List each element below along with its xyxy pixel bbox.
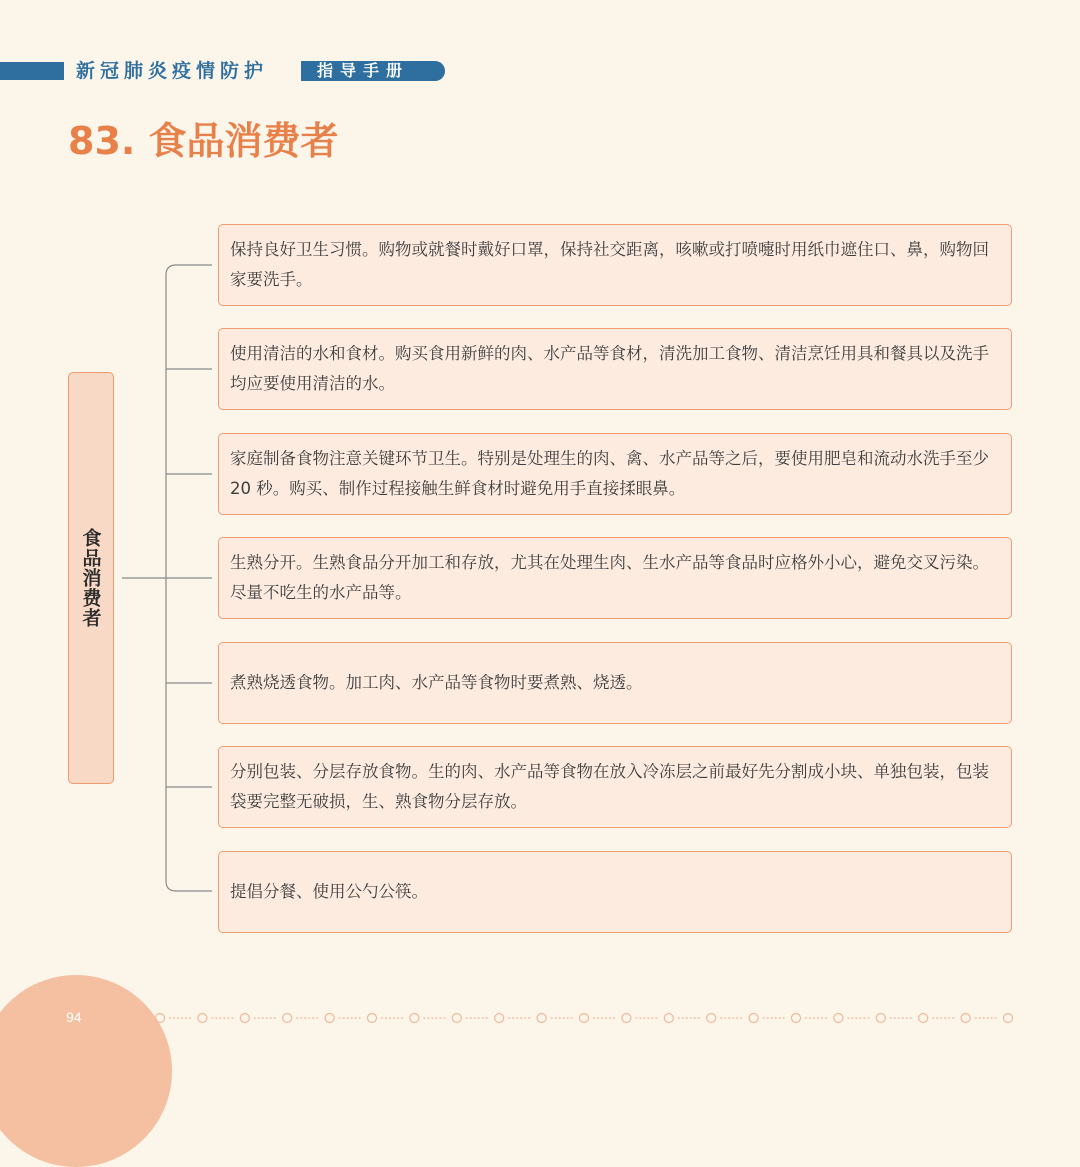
footer-dotted-divider	[150, 1008, 1020, 1028]
guideline-text: 提倡分餐、使用公勺公筷。	[230, 882, 428, 901]
manual-subtitle-badge: 指导手册	[301, 61, 445, 81]
guideline-text: 煮熟烧透食物。加工肉、水产品等食物时要煮熟、烧透。	[230, 673, 643, 692]
footer-dot	[664, 1014, 673, 1023]
footer-dot	[240, 1014, 249, 1023]
footer-dot	[961, 1014, 970, 1023]
guideline-text: 保持良好卫生习惯。购物或就餐时戴好口罩，保持社交距离，咳嗽或打喷嚏时用纸巾遮住口、鼻，购物回家要洗手。	[230, 240, 989, 289]
page-number: 94	[66, 1009, 82, 1025]
footer-dot	[368, 1014, 377, 1023]
footer-dot	[495, 1014, 504, 1023]
guideline-text: 家庭制备食物注意关键环节卫生。特别是处理生的肉、禽、水产品等之后，要使用肥皂和流动水洗手至少 20 秒。购买、制作过程接触生鲜食材时避免用手直接揉眼鼻。	[230, 449, 989, 498]
footer-dot	[580, 1014, 589, 1023]
footer-dot	[792, 1014, 801, 1023]
manual-title: 新冠肺炎疫情防护	[76, 60, 269, 82]
footer-dot	[1004, 1014, 1013, 1023]
footer-dot	[410, 1014, 419, 1023]
footer-dot	[622, 1014, 631, 1023]
guideline-item-3	[218, 433, 1012, 515]
footer-dot	[156, 1014, 165, 1023]
guideline-item-4	[218, 537, 1012, 619]
footer-dot	[325, 1014, 334, 1023]
footer-dot	[834, 1014, 843, 1023]
guideline-item-7	[218, 851, 1012, 933]
category-label	[68, 372, 114, 784]
category-label-text: 食品消费者	[79, 528, 102, 628]
guideline-text: 分别包装、分层存放食物。生的肉、水产品等食物在放入冷冻层之前最好先分割成小块、单独包装，包装袋要完整无破损，生、熟食物分层存放。	[230, 762, 989, 811]
page-title: 83. 食品消费者	[68, 119, 339, 163]
guideline-item-1	[218, 224, 1012, 306]
footer-dot	[876, 1014, 885, 1023]
footer-dot	[537, 1014, 546, 1023]
guideline-text: 生熟分开。生熟食品分开加工和存放，尤其在处理生肉、生水产品等食品时应格外小心，避免交叉污染。尽量不吃生的水产品等。	[230, 553, 989, 602]
guideline-item-5	[218, 642, 1012, 724]
guideline-item-6	[218, 746, 1012, 828]
footer-dot	[919, 1014, 928, 1023]
footer-dot	[198, 1014, 207, 1023]
footer-dot	[749, 1014, 758, 1023]
footer-dot	[452, 1014, 461, 1023]
footer-dot	[707, 1014, 716, 1023]
guideline-item-2	[218, 328, 1012, 410]
guideline-text: 使用清洁的水和食材。购买食用新鲜的肉、水产品等食材，清洗加工食物、清洁烹饪用具和餐具以及洗手均应要使用清洁的水。	[230, 344, 989, 393]
footer-dot	[283, 1014, 292, 1023]
